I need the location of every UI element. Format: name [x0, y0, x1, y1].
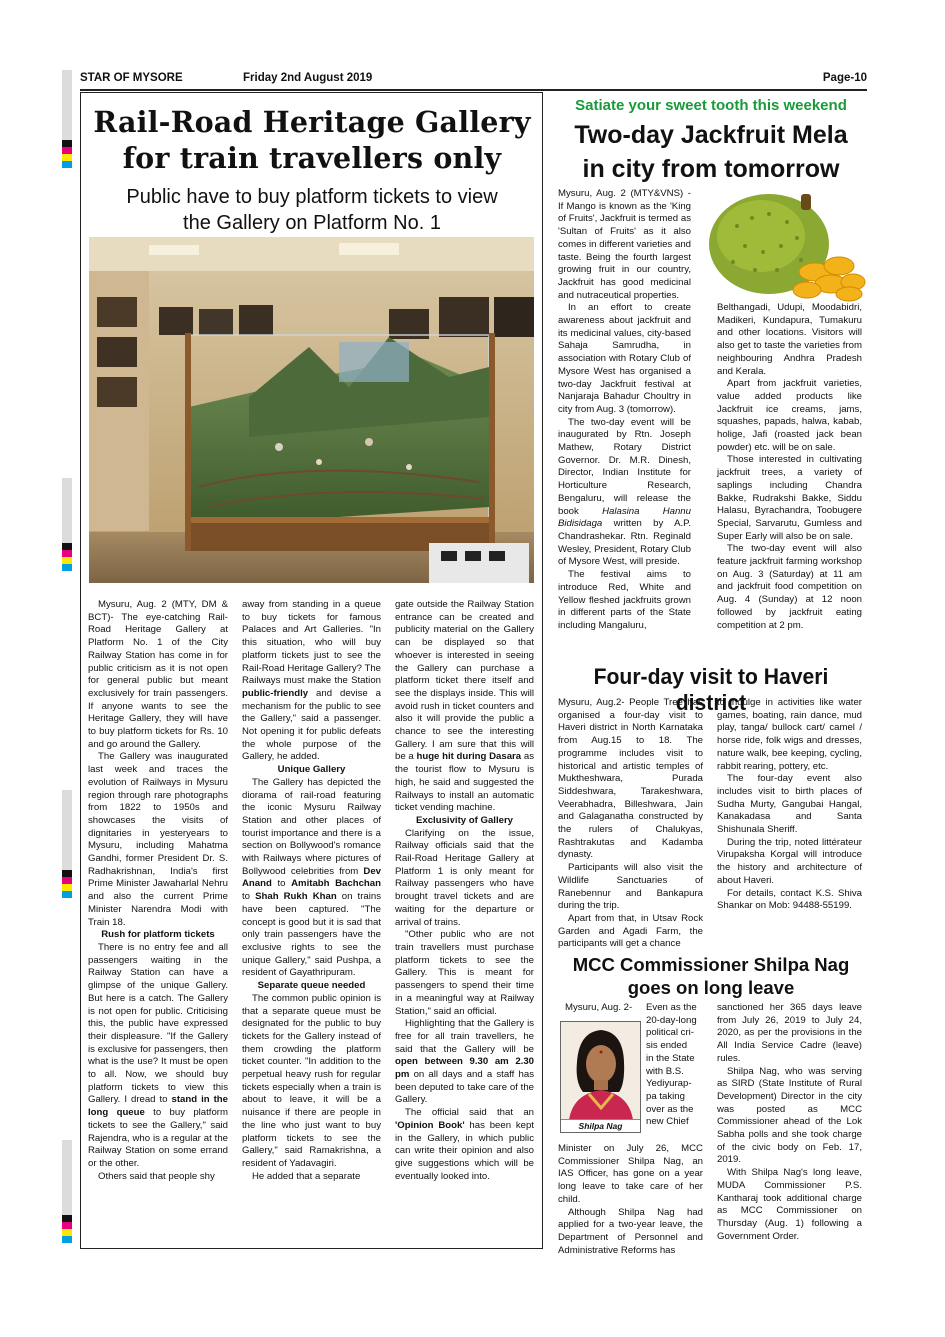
haveri-column-2: [717, 697, 862, 913]
jackfruit-column-1: [558, 188, 691, 633]
registration-strip-bottom: [62, 1140, 72, 1215]
registration-mark-cyan: [62, 564, 72, 571]
jackfruit-col2-paragraph: Belthangadi, Udupi, Moodabidri, Madikeri, Kundapura, Tumakuru and other locations. Visitors will also get to taste the varieties from neighbouring Andhra Pradesh and Kerala.: [717, 302, 862, 377]
shilpa-headline-line2: goes on long leave: [627, 977, 795, 998]
gallery-subhead-exclusivity: Exclusivity of Gallery: [415, 814, 514, 826]
registration-mark-black: [62, 140, 72, 147]
jackfruit-col2-paragraph: Those interested in cultivating jackfruit trees, a variety of saplings including Chandra Bakke, Rudrakshi Bakke, Siddu Halasu, Byrachandra, Toobugere Special, Sarvarutu, Gumless and Super Early will also be on sale.: [717, 454, 862, 542]
gallery-col3-paragraph: The official said that an 'Opinion Book' has been kept in the Gallery, in which public can write their opinion and also give suggestions which will be eventually looked into.: [395, 1107, 534, 1182]
gallery-column-1: [88, 599, 228, 1183]
shilpa-wrap-line: Even as the: [646, 1002, 697, 1013]
gallery-subheadline-line2: the Gallery on Platform No. 1: [183, 212, 441, 234]
gallery-col1-paragraph: Mysuru, Aug. 2 (MTY, DM & BCT)- The eye-catching Rail-Road Heritage Gallery at Platform No. 1 of the City Railway Station has come in for public criticism as it is not open for general public but meant exclusively for train passengers. If anyone wants to see the Heritage Gallery, they will have to buy platform tickets for Rs. 10 and go around the Gallery.: [88, 599, 228, 750]
gallery-headline-line1: Rail-Road Heritage Gallery: [93, 105, 531, 139]
gallery-col1-paragraph: The Gallery was inaugurated last week and traces the evolution of Railways in Mysuru region through rare photographs from 1822 to 1950s and showcases the visits of dignitaries in yesteryears to Mysuru, including Mahatma Gandhi, former President Dr. S. Radhakrishnan, India's first Prime Minister Jawaharlal Nehru and also the current Prime Minister Narendra Modi with Train 18.: [88, 751, 228, 928]
shilpa-column-1: [558, 1143, 703, 1257]
shilpa-column-2: [717, 1002, 862, 1243]
shilpa-col2-paragraph: Shilpa Nag, who was serving as SIRD (State Institute of Rural Development) Director in the city was posted as MCC Commissioner ahead of the Lok Sabha polls and she took charge of the civic body on Feb. 17, 2019.: [717, 1065, 862, 1166]
registration-mark-magenta: [62, 147, 72, 154]
page-number: Page-10: [822, 72, 867, 84]
shilpa-headline-line1: MCC Commissioner Shilpa Nag: [572, 954, 850, 975]
registration-strip-low: [62, 790, 72, 870]
haveri-headline: Four-day visit to Haveri district: [593, 664, 829, 715]
gallery-col3-paragraph: gate outside the Railway Station entrance can be created and publicity material on the Gallery can be displayed so that whoever is interested in seeing the Gallery can purchase a platform ticket there itself and see the displays inside. This will avoid rush in ticket counters and also it will provide the public a chance to see the interesting Gallery. I am sure that this will be a huge hit during Dasara as the tourist flow to Mysuru is high, he said and suggested the Railways to install an automatic ticket vending machine.: [395, 599, 534, 814]
shilpa-col1-paragraph: Minister on July 26, MCC Commissioner Shilpa Nag, an IAS Officer, has gone on a year long leave to take care of her child.: [558, 1143, 703, 1205]
jackfruit-headline: [556, 118, 866, 186]
gallery-col1-paragraph: Others said that people shy: [98, 1170, 215, 1182]
gallery-subhead-rush: Rush for platform tickets: [101, 929, 215, 941]
jackfruit-headline-line1: Two-day Jackfruit Mela: [574, 121, 848, 149]
haveri-col2-paragraph: to indulge in activities like water games, boating, rain dance, mud play, tanga/ bullock cart/ camel / horse ride, folk wigs and dresses, nature walk, bee keeping, cycling, rabbit rearing, pottery, etc.: [717, 697, 862, 772]
haveri-col2-paragraph: During the trip, noted littérateur Virupaksha Korgal will introduce the history and architecture of about Haveri.: [717, 836, 862, 886]
gallery-headline-line2: for train travellers only: [122, 141, 502, 175]
gallery-column-3: [395, 599, 534, 1183]
gallery-headline: [86, 104, 538, 176]
gallery-col2-paragraph: The common public opinion is that a separate queue must be designated for the public to buy tickets for the Gallery instead of them crowding the platform ticket counter. "In addition to the perpetual heavy rush for regular tickets especially when a train is about to leave, it will be a nuisance if there are people in the line who just want to buy platform tickets to see the Gallery," said Ramakrishna, a resident of Yadavagiri.: [242, 992, 381, 1169]
shilpa-col2-paragraph: sanctioned her 365 days leave from July 26, 2019 to July 24, 2020, as per the provisions in the All India Service Cadre (leave) rules.: [717, 1002, 862, 1064]
jackfruit-col1-paragraph: Mysuru, Aug. 2 (MTY&VNS) - If Mango is known as the 'King of Fruits', Jackfruit is termed as 'Sultan of Fruits' as it also comes in different varieties and taste. Being the fourth largest growing fruit in our country, Jackfruit has good medicinal and nutraceutical properties.: [558, 188, 691, 301]
jackfruit-col1-paragraph: The festival aims to introduce Red, White and Yellow fleshed jackfruits grown in different parts of the State including Mangaluru,: [558, 569, 691, 631]
jackfruit-col2-paragraph: The two-day event will also feature jackfruit farming workshop on Aug. 3 (Saturday) at 11 am and jackfruit food competition on Aug. 4 (Sunday) at 12 noon followed by jackfruit eating competition at 2 pm.: [717, 543, 862, 631]
registration-mark-magenta: [62, 877, 72, 884]
gallery-col2-paragraph: The Gallery has depicted the diorama of rail-road featuring the iconic Mysuru Railway Station and other places of tourist importance and there is a section on Bollywood's romance with Railways where pictures of Bollywood celebrities from Dev Anand to Amitabh Bachchan to Shah Rukh Khan on trains have been captured. "The concept is good but it is sad that only train passengers have the exclusive rights to see the unique Gallery," said Pushpa, a resident of Gayathripuram.: [242, 776, 381, 979]
shilpa-wrap-lines: [646, 1002, 706, 1129]
haveri-col2-paragraph: For details, contact K.S. Shiva Shankar on Mob: 94488-55199.: [717, 887, 862, 912]
jackfruit-headline-line2: in city from tomorrow: [582, 155, 840, 183]
jackfruit-photo: [697, 186, 867, 302]
gallery-col3-paragraph: "Other public who are not train travellers must purchase platform tickets to see the Gallery. This is meant for passengers to spend their time in a meaningful way at Railway Station," said an official.: [395, 929, 534, 1017]
jackfruit-column-2: [717, 302, 862, 632]
haveri-col1-paragraph: Apart from that, in Utsav Rock Garden and Agadi Farm, the participants will get a chance: [558, 912, 703, 950]
gallery-col2-paragraph: He added that a separate: [252, 1170, 361, 1182]
registration-mark-magenta: [62, 1222, 72, 1229]
gallery-diorama-image: [89, 237, 534, 583]
registration-mark-yellow: [62, 154, 72, 161]
shilpa-wrap-line: new Chief: [646, 1116, 689, 1128]
registration-mark-black: [62, 543, 72, 550]
gallery-photo: [89, 237, 534, 583]
shilpa-wrap-line: 20-day-long: [646, 1014, 697, 1026]
gallery-subhead-unique: Unique Gallery: [277, 764, 346, 776]
shilpa-wrap-line: in the State: [646, 1052, 695, 1064]
registration-mark-yellow: [62, 557, 72, 564]
shilpa-wrap-line: with B.S.: [646, 1065, 684, 1077]
masthead: [80, 72, 867, 88]
registration-mark-cyan: [62, 1236, 72, 1243]
jackfruit-col2-paragraph: Apart from jackfruit varieties, value added products like Jackfruit ice creams, jams, squashes, papads, halwa, kabab, holige, Jafi (roasted jack bean powder) etc. will be on sale.: [717, 378, 862, 453]
issue-date: Friday 2nd August 2019: [243, 72, 373, 84]
haveri-col2-paragraph: The four-day event also includes visit to birth places of Sudha Murty, Gangubai Hangal, Kanakadasa and Santa Shishunala Sheriff.: [717, 773, 862, 836]
shilpa-photo-caption: Shilpa Nag: [561, 1119, 640, 1132]
registration-mark-yellow: [62, 1229, 72, 1236]
shilpa-wrap-line: Yediyurap-: [646, 1078, 692, 1090]
registration-strip-top: [62, 70, 72, 140]
registration-mark-black: [62, 870, 72, 877]
shilpa-photo-frame: [560, 1021, 641, 1133]
shilpa-dateline: Mysuru, Aug. 2-: [565, 1002, 633, 1013]
haveri-col1-paragraph: Participants will also visit the Wildlife Sanctuaries of Ranebennur and Bankapura during the trip.: [558, 862, 703, 912]
shilpa-portrait: [561, 1022, 640, 1120]
shilpa-wrap-line: political cri-: [646, 1027, 694, 1039]
gallery-subheadline: [90, 184, 534, 236]
shilpa-col1-paragraph: Although Shilpa Nag had applied for a two-year leave, the Department of Personnel and Administrative Reforms has: [558, 1206, 703, 1256]
haveri-col1-paragraph: Mysuru, Aug.2- People Tree has organised a four-day visit to Haveri district in North Karnataka from Aug.15 to 18. The programme includes visit to historical and artistic temples of Muktheshwara, Purada Siddeshwara, Tarakeshwara, Veerabhadra, Billeshwara, Jain and Galaganatha constructed by the rulers of Chalukyas, Rashtrakutas and Kadamba dynasty.: [558, 697, 703, 861]
registration-mark-cyan: [62, 891, 72, 898]
gallery-subhead-queue: Separate queue needed: [257, 980, 366, 992]
shilpa-wrap-line: sis ended: [646, 1040, 688, 1052]
registration-mark-yellow: [62, 884, 72, 891]
jackfruit-kicker: Satiate your sweet tooth this weekend: [575, 97, 847, 114]
shilpa-wrap-line: over as the: [646, 1103, 694, 1115]
haveri-column-1: [558, 697, 703, 951]
masthead-rule: [80, 89, 867, 91]
registration-mark-cyan: [62, 161, 72, 168]
registration-mark-black: [62, 1215, 72, 1222]
gallery-column-2: [242, 599, 381, 1183]
shilpa-col2-paragraph: With Shilpa Nag's long leave, MUDA Commissioner P.S. Kantharaj took additional charge as MCC Commissioner on Thursday (Aug. 1) following a Government Order.: [717, 1167, 862, 1242]
gallery-subheadline-line1: Public have to buy platform tickets to view: [126, 186, 498, 208]
gallery-col3-paragraph: Clarifying on the issue, Railway officials said that the Rail-Road Heritage Gallery at Platform 1 is only meant for Railway passengers who have brought travel tickets and are waiting for the departure or arrival of trains.: [395, 827, 534, 928]
registration-mark-magenta: [62, 550, 72, 557]
gallery-col1-paragraph: There is no entry fee and all passengers waiting in the Railway Station can have a glimpse of the unique Gallery. But here is a catch. The Gallery is not open for public. Criticising this, the public have expressed their displeasure. "If the Gallery is exclusive for passengers, then what is the use? It must be open to all. Now, we should buy platform tickets to view this Gallery. I dread to stand in the long queue to buy platform tickets to see the Gallery," said Rajendra, who is a regular at the Railway Station on some errand or the other.: [88, 941, 228, 1169]
shilpa-wrap-line: pa taking: [646, 1090, 685, 1102]
gallery-col2-paragraph: away from standing in a queue to buy tickets for famous Palaces and Art Galleries. "In this situation, who will buy platform tickets just to see the Rail-Road Heritage Gallery? The Railways must make the Station public-friendly and devise a mechanism for the public to see the Gallery," said a passenger. Not opening it for public defeats the whole purpose of the Gallery, he added.: [242, 599, 381, 763]
gallery-col3-paragraph: Highlighting that the Gallery is free for all train travellers, he said that the Gallery will be open between 9.30 am 2.30 pm on all days and a staff has been deputed to take care of the Gallery.: [395, 1018, 534, 1106]
shilpa-headline: [556, 953, 866, 999]
paper-name: STAR OF MYSORE: [80, 72, 183, 84]
jackfruit-col1-paragraph: The two-day event will be inaugurated by Rtn. Joseph Mathew, Rotary District Governor. Dr. M.R. Dinesh, Director, Indian Institute for Horticulture Research, Bengaluru, will release the book Halasina Hannu Bidisidaga written by A.P. Chandrashekar. Rtn. Reginald Wesley, President, Rotary Club of Mysore West, will preside.: [558, 416, 691, 568]
registration-strip-mid: [62, 478, 72, 543]
jackfruit-col1-paragraph: In an effort to create awareness about jackfruit and its medicinal values, city-based Sahaja Samrudha, in association with Rotary Club of Mysore West has organised a two-day Jackfruit festival at Nanjaraja Bahadur Choultry in city from Aug. 3 (tomorrow).: [558, 302, 691, 415]
